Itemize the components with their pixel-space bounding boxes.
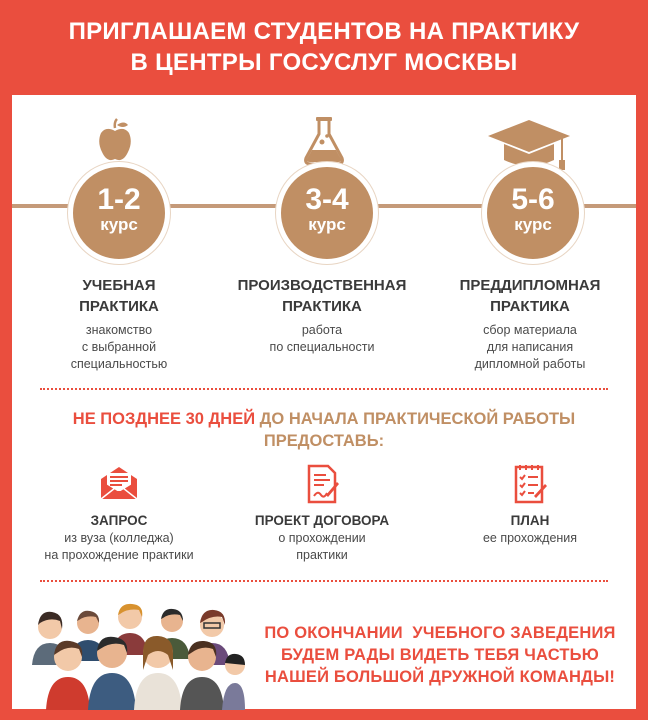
document-request [19, 512, 219, 564]
stage-desc-line-1: работа [301, 323, 343, 337]
stage-description [222, 322, 422, 356]
contract-icon [306, 464, 340, 504]
course-number: 5-6 [511, 183, 555, 216]
closing-line-3: НАШЕЙ БОЛЬШОЙ ДРУЖНОЙ КОМАНДЫ! [264, 668, 616, 686]
checklist-icon [514, 464, 548, 504]
deadline-rest: ДО НАЧАЛА ПРАКТИЧЕСКОЙ РАБОТЫ [255, 410, 576, 428]
stage-desc-line-3: дипломной работы [474, 357, 586, 371]
document-desc-line-1: ее прохождения [482, 531, 578, 545]
document-title: ПЛАН [510, 513, 550, 528]
document-contract [222, 512, 422, 564]
course-circle-5-6 [482, 162, 584, 264]
document-desc-line-1: о прохождении [278, 531, 366, 545]
apple-icon [97, 118, 133, 164]
document-title: ЗАПРОС [90, 513, 148, 528]
course-word: курс [100, 215, 138, 234]
stage-desc-line-2: для написания [486, 340, 574, 354]
dotted-divider-2 [40, 580, 608, 582]
course-number: 3-4 [305, 183, 349, 216]
page-title [0, 16, 648, 78]
document-desc-line-1: из вуза (колледжа) [64, 531, 174, 545]
document-plan [430, 512, 630, 547]
course-word: курс [308, 215, 346, 234]
document-desc-line-2: на прохождение практики [44, 548, 194, 562]
stage-desc-line-2: по специальности [269, 340, 375, 354]
stage-title [222, 275, 422, 317]
closing-line-2: БУДЕМ РАДЫ ВИДЕТЬ ТЕБЯ ЧАСТЬЮ [281, 646, 599, 664]
document-desc-line-2: практики [296, 548, 348, 562]
document-title: ПРОЕКТ ДОГОВОРА [254, 513, 390, 528]
deadline-line-1 [12, 408, 636, 430]
stage-desc-line-2: с выбранной [81, 340, 157, 354]
stage-desc-line-3: специальностью [70, 357, 168, 371]
stage-title-line-2: ПРАКТИКА [490, 298, 570, 315]
stage-description [19, 322, 219, 373]
stage-title-line-1: ПРЕДДИПЛОМНАЯ [459, 277, 601, 294]
deadline-line-2: ПРЕДОСТАВЬ: [263, 432, 385, 450]
course-word: курс [514, 215, 552, 234]
course-number: 1-2 [97, 183, 141, 216]
closing-message [250, 622, 630, 688]
course-circle-3-4 [276, 162, 378, 264]
stage-desc-line-1: знакомство [85, 323, 153, 337]
title-line-2: В ЦЕНТРЫ ГОСУСЛУГ МОСКВЫ [130, 49, 518, 76]
envelope-icon [100, 466, 138, 500]
course-circle-1-2 [68, 162, 170, 264]
deadline-heading [12, 408, 636, 452]
deadline-highlight: НЕ ПОЗДНЕЕ 30 ДНЕЙ [72, 410, 256, 428]
closing-line-1: ПО ОКОНЧАНИИ УЧЕБНОГО ЗАВЕДЕНИЯ [264, 624, 616, 642]
stage-title-line-2: ПРАКТИКА [282, 298, 362, 315]
stage-description [430, 322, 630, 373]
flask-icon [302, 116, 346, 166]
stage-title-line-1: УЧЕБНАЯ [82, 277, 156, 294]
stage-title-line-1: ПРОИЗВОДСТВЕННАЯ [237, 277, 407, 294]
title-line-1: ПРИГЛАШАЕМ СТУДЕНТОВ НА ПРАКТИКУ [68, 18, 580, 45]
dotted-divider [40, 388, 608, 390]
stage-title [430, 275, 630, 317]
team-people-illustration [30, 595, 245, 710]
stage-title-line-2: ПРАКТИКА [79, 298, 159, 315]
stage-desc-line-1: сбор материала [483, 323, 577, 337]
stage-title [19, 275, 219, 317]
